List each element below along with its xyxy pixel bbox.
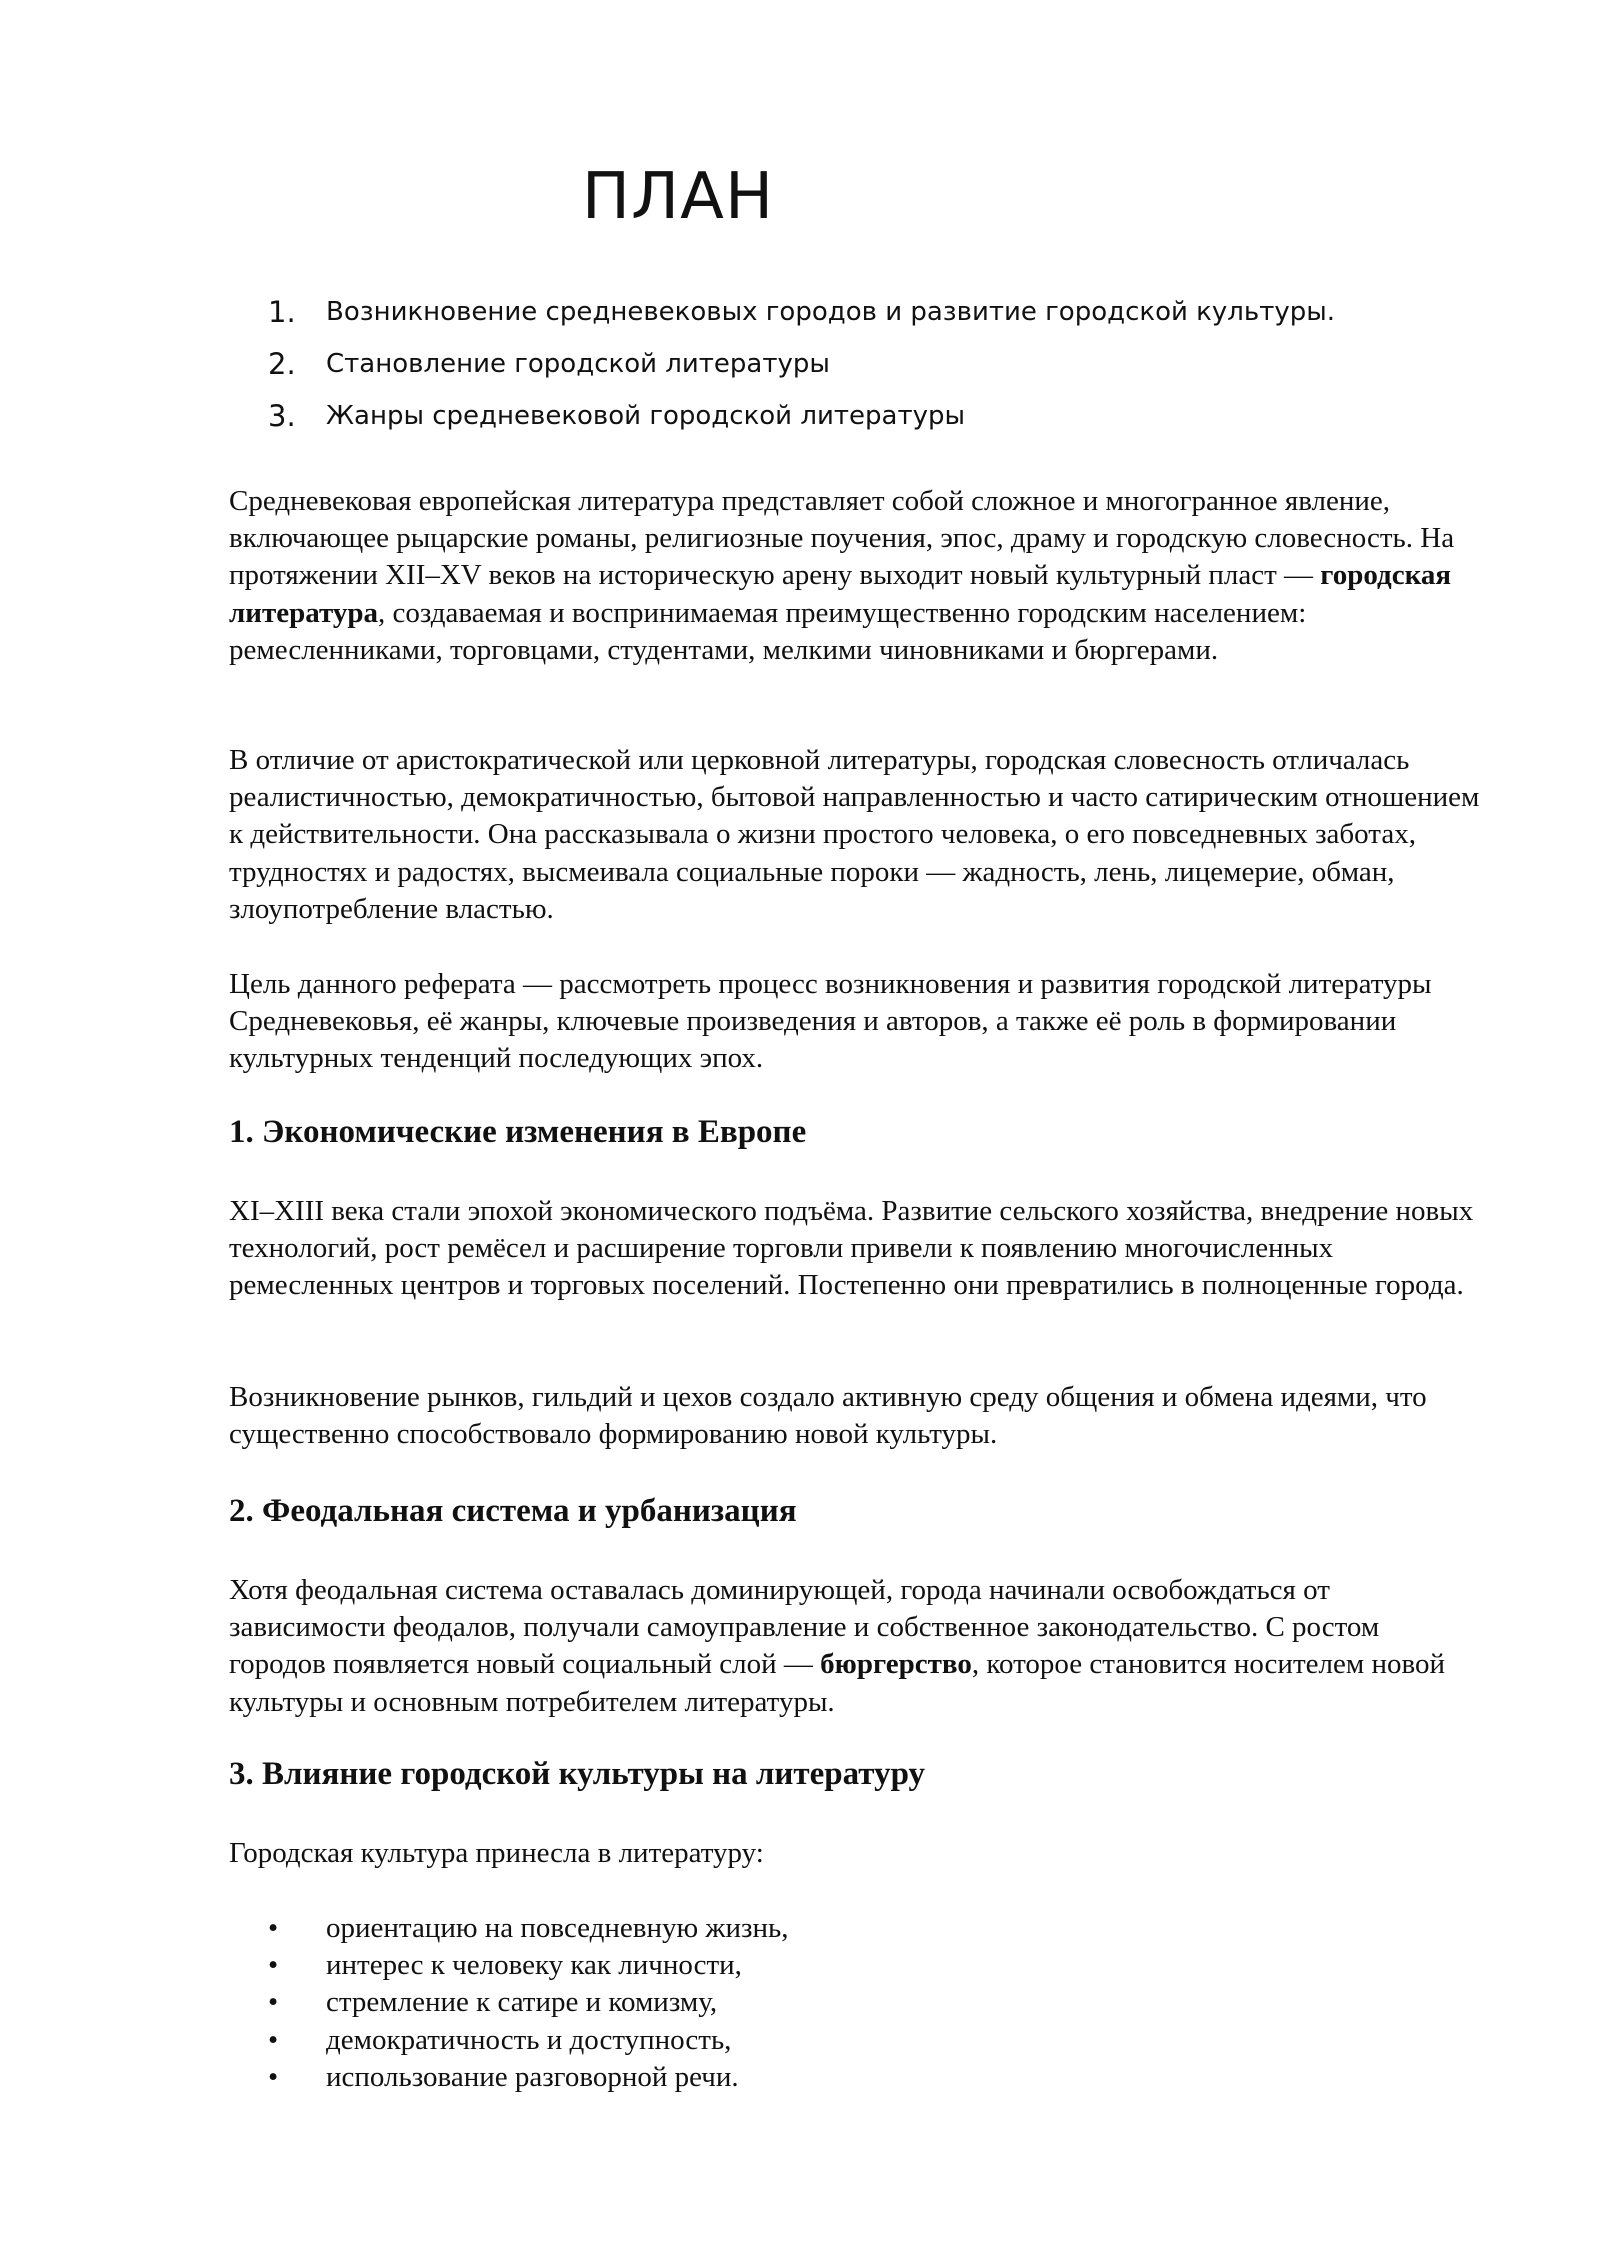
plan-item-number: 1. xyxy=(268,295,296,329)
plan-item xyxy=(268,338,1335,390)
section-3-heading: 3. Влияние городской культуры на литературу xyxy=(229,1756,925,1792)
list-item-text: использование разговорной речи. xyxy=(326,2060,739,2093)
intro-bold-term: городская литература xyxy=(229,559,1452,629)
intro-paragraph-3: Цель данного реферата — рассмотреть процесс возникновения и развития городской литературы Средневековья, её жанры, ключевые произведения и авторов, а также её роль в формировании культурных тенденций последующих эпох. xyxy=(229,968,1432,1075)
plan-item-number: 2. xyxy=(268,347,296,381)
list-item xyxy=(268,1910,788,1947)
section-2-heading: 2. Феодальная система и урбанизация xyxy=(229,1493,797,1529)
bullet-icon: • xyxy=(268,1912,279,1944)
section-2-text: , которое становится носителем новой культуры и основным потребителем литературы. xyxy=(229,1648,1445,1718)
intro-text: Средневековая европейская литература представляет собой сложное и многогранное явление, включающее рыцарские романы, религиозные поучения, эпос, драму и городскую словесность. На протяжении XII–XV веков на историческую арену выходит новый культурный пласт — xyxy=(229,485,1455,592)
section-2-text: Хотя феодальная система оставалась доминирующей, города начинали освобождаться от зависимости феодалов, получали самоуправление и собственное законодательство. С ростом городов появляется новый социальный слой — xyxy=(229,1574,1380,1681)
plan-item-text: Возникновение средневековых городов и развитие городской культуры. xyxy=(326,297,1336,327)
intro-text: , создаваемая и воспринимаемая преимущественно городским населением: ремесленниками, торговцами, студентами, мелкими чиновниками и бюргерами. xyxy=(229,596,1307,666)
bullet-icon: • xyxy=(268,1949,279,1982)
section-1-heading: 1. Экономические изменения в Европе xyxy=(229,1114,807,1150)
list-item-text: ориентацию на повседневную жизнь, xyxy=(326,1912,789,1944)
list-item-text: интерес к человеку как личности, xyxy=(326,1949,742,1982)
plan-item xyxy=(268,286,1335,338)
plan-item xyxy=(268,390,1335,442)
bullet-icon: • xyxy=(268,2023,279,2056)
list-item-text: демократичность и доступность, xyxy=(326,2023,732,2056)
list-item xyxy=(268,2059,788,2096)
list-item xyxy=(268,2022,788,2059)
plan-item-text: Жанры средневековой городской литературы xyxy=(326,401,966,431)
section-2-paragraph-1 xyxy=(229,1572,1481,1721)
section-1-paragraph-2: Возникновение рынков, гильдий и цехов создало активную среду общения и обмена идеями, что существенно способствовало формированию новой культуры. xyxy=(229,1381,1427,1451)
list-item xyxy=(268,1984,788,2021)
bullet-icon: • xyxy=(268,2060,279,2093)
bullet-icon: • xyxy=(268,1986,279,2019)
intro-paragraph-2: В отличие от аристократической или церковной литературы, городская словесность отличалась реалистичностью, демократичностью, бытовой направленностью и часто сатирическим отношением к действительности. Она рассказывала о жизни простого человека, о его повседневных заботах, трудностях и радостях, высмеивала социальные пороки — жадность, лень, лицемерие, обман, злоупотребление властью. xyxy=(229,744,1480,925)
intro-paragraph-1 xyxy=(229,483,1481,669)
section-2-bold-term: бюргерство xyxy=(820,1648,972,1681)
document-title: ПЛАН xyxy=(581,160,775,234)
section-3-lead: Городская культура принесла в литературу: xyxy=(229,1837,764,1869)
list-item-text: стремление к сатире и комизму, xyxy=(326,1986,718,2019)
plan-item-text: Становление городской литературы xyxy=(326,349,830,379)
list-item xyxy=(268,1947,788,1984)
plan-item-number: 3. xyxy=(268,399,296,433)
plan-list xyxy=(268,286,1335,442)
section-1-paragraph-1: XI–XIII века стали эпохой экономического подъёма. Развитие сельского хозяйства, внедрение новых технологий, рост ремёсел и расширение торговли привели к появлению многочисленных ремесленных центров и торговых поселений. Постепенно они превратились в полноценные города. xyxy=(229,1195,1474,1302)
section-3-bullet-list xyxy=(268,1910,788,2096)
